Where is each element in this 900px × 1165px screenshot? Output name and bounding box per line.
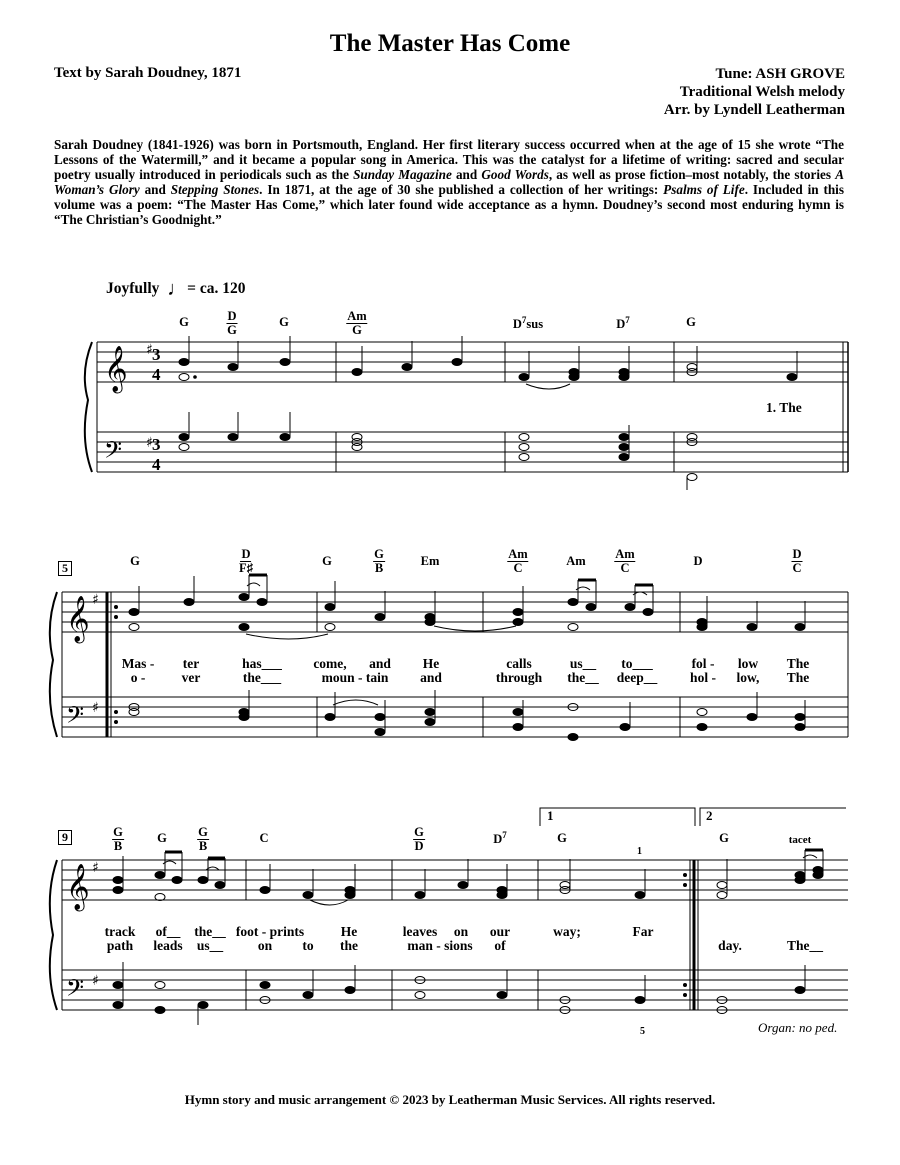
bass-staff-3 (62, 970, 848, 1010)
fingering: 5 (640, 1026, 645, 1037)
second-ending-label: 2 (706, 808, 713, 823)
measure-number: 9 (58, 830, 72, 845)
chord: G (719, 831, 729, 845)
chord: $D^7$ (616, 315, 630, 332)
chord: D (693, 554, 703, 568)
lyric: fol - (691, 656, 715, 671)
lyric: on (453, 924, 469, 939)
chord: G (157, 831, 167, 845)
chord: G D (414, 825, 424, 853)
chord: G (130, 554, 140, 568)
tempo-marking: Joyfully ♩= ca. 120 (106, 278, 246, 300)
treble-clef-icon: 𝄞 (66, 596, 90, 642)
lyric: moun - tain (321, 670, 389, 685)
lyric: to (302, 938, 314, 953)
key-sharp-icon: ♯ (92, 860, 99, 876)
lyric: us__ (569, 656, 597, 671)
lyric: He (340, 924, 358, 939)
lyric: path (106, 938, 134, 953)
chord: G B (374, 547, 384, 575)
key-sharp-icon: ♯ (146, 342, 153, 358)
lyric: day. (718, 938, 742, 953)
chord: Am C (615, 547, 635, 575)
lyric: has___ (242, 656, 282, 671)
lyric: The (786, 656, 810, 671)
chord: G B (113, 825, 123, 853)
lyric: and (369, 656, 391, 671)
lyric: the__ (194, 924, 226, 939)
lyric: track (104, 924, 136, 939)
chord: G (686, 315, 696, 329)
key-sharp-icon: ♯ (146, 435, 153, 451)
chord: $D^7sus$ (512, 315, 544, 332)
key-sharp-icon: ♯ (92, 592, 99, 608)
lyric: to___ (621, 656, 653, 671)
chord: C (259, 831, 269, 845)
treble-clef-icon: 𝄞 (66, 864, 90, 910)
bass-staff-1 (97, 432, 848, 472)
treble-clef-icon: 𝄞 (104, 346, 128, 392)
text-credit: Text by Sarah Doudney, 1871 (54, 65, 242, 81)
first-ending-bracket (540, 808, 695, 826)
lyric: calls (506, 656, 532, 671)
lyric: way; (553, 924, 581, 939)
lyric: of (494, 938, 506, 953)
tune-name: Tune: ASH GROVE (715, 66, 845, 82)
treble-staff-1 (97, 342, 848, 382)
melody-origin: Traditional Welsh melody (679, 84, 845, 100)
bass-staff-2 (62, 697, 848, 737)
lyric: He (422, 656, 440, 671)
lyric: man - sions (407, 938, 473, 953)
lyric: us__ (196, 938, 224, 953)
chord: G (557, 831, 567, 845)
tacet-marking: tacet (788, 834, 812, 846)
arranger-credit: Arr. by Lyndell Leatherman (663, 102, 845, 118)
key-sharp-icon: ♯ (92, 700, 99, 716)
lyric: ter (182, 656, 200, 671)
chord: D F♯ (239, 547, 253, 575)
bass-clef-icon: 𝄢 (66, 701, 85, 734)
chord: Em (420, 554, 440, 568)
bass-clef-icon: 𝄢 (104, 436, 123, 469)
lyric: Far (632, 924, 654, 939)
time-signature (152, 345, 161, 474)
verse-intro: 1. The (766, 400, 802, 415)
chord: $D^7$ (493, 830, 507, 847)
first-ending-label: 1 (547, 808, 554, 823)
svg-text:4: 4 (152, 365, 161, 384)
second-ending-bracket (700, 808, 846, 826)
noteheads (113, 336, 823, 1025)
chord: Am (566, 554, 586, 568)
lyric: Mas - (121, 656, 155, 671)
lyric: leaves (402, 924, 438, 939)
measure-number: 5 (58, 561, 72, 576)
key-sharp-icon: ♯ (92, 973, 99, 989)
lyric: on (257, 938, 273, 953)
chord: Am G (347, 309, 367, 337)
chord: G (322, 554, 332, 568)
lyric: The (786, 670, 810, 685)
bass-clef-icon: 𝄢 (66, 974, 85, 1007)
lyric: come, (313, 656, 347, 671)
lyric: hol - (690, 670, 716, 685)
svg-text:3: 3 (152, 345, 161, 364)
lyric: the___ (242, 670, 282, 685)
lyric: leads (153, 938, 183, 953)
lyric: foot - prints (235, 924, 305, 939)
fingering: 1 (637, 846, 642, 857)
page-title: The Master Has Come (329, 30, 571, 57)
lyric: low (737, 656, 759, 671)
lyric: o - (130, 670, 146, 685)
quarter-note-icon: ♩ (167, 278, 188, 300)
lyric: low, (736, 670, 760, 685)
lyric: The__ (786, 938, 824, 953)
lyric: of__ (155, 924, 181, 939)
repeat-dots (114, 605, 687, 997)
lyric: and (420, 670, 442, 685)
hymn-story: Sarah Doudney (1841-1926) was born in Portsmouth, England. Her first literary success occurred when at the age of 15 she wrote “The Lessons of the Watermill,” and it became a popular song in America. This was the catalyst for a lifetime of writing: sacred and secular poetry usually introduced in periodicals such as the Sunday Magazine and Good Words, as well as prose fiction–most notably, the stories A Woman’s Glory and Stepping Stones. In 1871, at the age of 30 she published a collection of her writings: Psalms of Life. Included in this volume was a poem: “The Master Has Come,” which later found wide acceptance as a hymn. Doudney’s second most enduring hymn is “The Christian’s Goodnight.” (54, 137, 844, 227)
chord: G (179, 315, 189, 329)
chord: D G (227, 309, 237, 337)
svg-text:3: 3 (152, 435, 161, 454)
organ-note: Organ: no ped. (758, 1020, 838, 1035)
treble-staff-2 (62, 592, 848, 632)
chord: D C (792, 547, 802, 575)
lyric: the__ (567, 670, 599, 685)
lyric: our (489, 924, 511, 939)
lyric: deep__ (616, 670, 658, 685)
lyric: the (340, 938, 358, 953)
chord: Am C (508, 547, 528, 575)
svg-text:4: 4 (152, 455, 161, 474)
lyric: through (495, 670, 543, 685)
chord: G B (198, 825, 208, 853)
lyric: ver (181, 670, 201, 685)
chord: G (279, 315, 289, 329)
copyright-footer: Hymn story and music arrangement © 2023 by Leatherman Music Services. All rights reserved. (184, 1092, 716, 1107)
